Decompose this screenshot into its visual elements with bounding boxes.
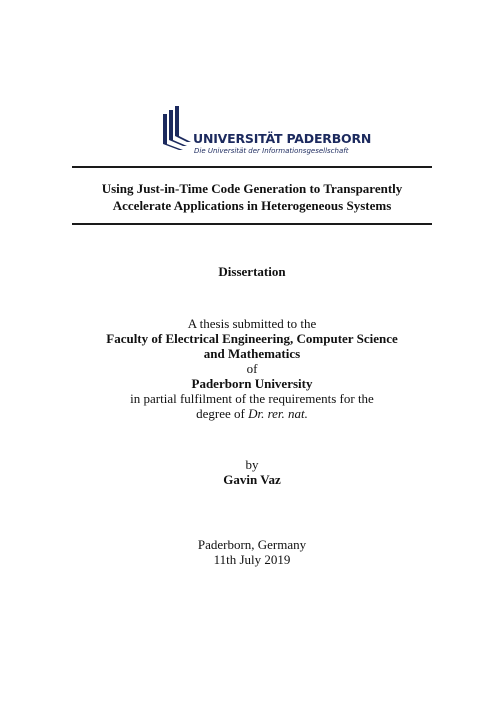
university-emblem-icon [161, 106, 191, 152]
requirement-statement: in partial fulfilment of the requirements for the [130, 391, 374, 406]
of-connector: of [246, 361, 258, 376]
faculty-line-1: Faculty of Electrical Engineering, Computer Science [106, 331, 398, 346]
thesis-title-line-1: Using Just-in-Time Code Generation to Transparently [101, 181, 403, 196]
place: Paderborn, Germany [197, 537, 307, 552]
university-name: Paderborn University [191, 376, 313, 391]
degree-prefix: degree of [196, 406, 249, 421]
submission-date: 11th July 2019 [213, 552, 291, 567]
logo-university-subtitle: Die Universität der Informationsgesellschaft [194, 147, 349, 155]
degree-statement [60, 406, 444, 422]
degree-name: Dr. rer. nat. [248, 406, 308, 421]
faculty-line-2: and Mathematics [203, 346, 301, 361]
thesis-title [72, 180, 432, 214]
author-name: Gavin Vaz [223, 472, 281, 487]
title-top-rule [72, 166, 432, 168]
university-logo [161, 106, 372, 164]
document-type: Dissertation [218, 264, 286, 279]
by-connector: by [245, 457, 259, 472]
logo-university-name: UNIVERSITÄT PADERBORN [193, 131, 372, 146]
thesis-title-line-2: Accelerate Applications in Heterogeneous Systems [112, 198, 392, 213]
submission-intro: A thesis submitted to the [187, 316, 317, 331]
title-bottom-rule [72, 223, 432, 225]
